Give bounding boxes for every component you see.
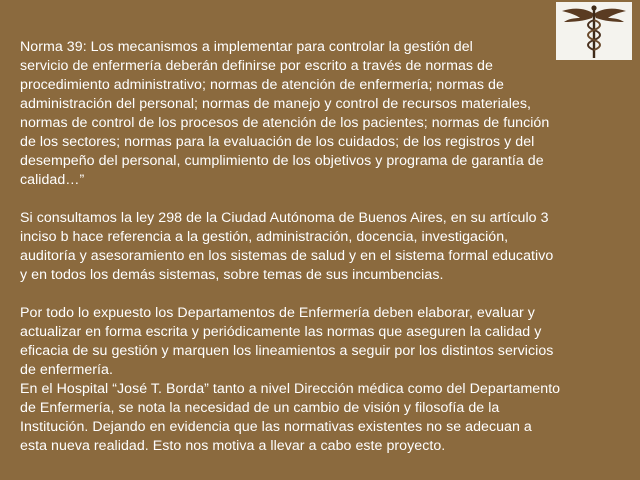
- paragraph-departamentos: [20, 304, 620, 456]
- text-line: En el Hospital “José T. Borda” tanto a nivel Dirección médica como del Departamento: [20, 381, 561, 397]
- slide-body-text: [20, 38, 620, 456]
- text-line: Por todo lo expuesto los Departamentos de Enfermería deben elaborar, evaluar y: [20, 305, 535, 321]
- text-line: Norma 39: Los mecanismos a implementar para controlar la gestión del: [20, 39, 473, 55]
- text-line: de enfermería.: [20, 362, 113, 378]
- text-line: administración del personal; normas de manejo y control de recursos materiales,: [20, 96, 531, 112]
- paragraph-ley-298: [20, 209, 620, 285]
- text-line: servicio de enfermería deberán definirse por escrito a través de normas de: [20, 58, 493, 74]
- text-line: auditoría y asesoramiento en los sistemas de salud y en el sistema formal educativo: [20, 248, 554, 264]
- text-line: de los sectores; normas para la evaluación de los cuidados; de los registros y del: [20, 134, 535, 150]
- text-line: desempeño del personal, cumplimiento de los objetivos y programa de garantía de: [20, 153, 544, 169]
- text-line: calidad…”: [20, 172, 85, 188]
- text-line: Si consultamos la ley 298 de la Ciudad Autónoma de Buenos Aires, en su artículo 3: [20, 210, 549, 226]
- text-line: esta nueva realidad. Esto nos motiva a llevar a cabo este proyecto.: [20, 438, 446, 454]
- text-line: normas de control de los procesos de atención de los pacientes; normas de función: [20, 115, 550, 131]
- text-line: de Enfermería, se nota la necesidad de un cambio de visión y filosofía de la: [20, 400, 500, 416]
- text-line: Institución. Dejando en evidencia que las normativas existentes no se adecuan a: [20, 419, 532, 435]
- paragraph-norma-39: [20, 38, 620, 190]
- text-line: actualizar en forma escrita y periódicamente las normas que aseguren la calidad y: [20, 324, 542, 340]
- text-line: inciso b hace referencia a la gestión, administración, docencia, investigación,: [20, 229, 509, 245]
- text-line: eficacia de su gestión y marquen los lineamientos a seguir por los distintos servicios: [20, 343, 554, 359]
- text-line: procedimiento administrativo; normas de atención de enfermería; normas de: [20, 77, 504, 93]
- text-line: y en todos los demás sistemas, sobre temas de sus incumbencias.: [20, 267, 444, 283]
